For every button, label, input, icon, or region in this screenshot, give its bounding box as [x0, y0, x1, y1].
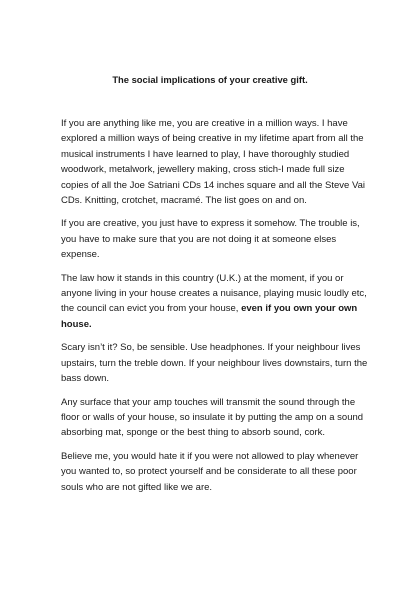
- paragraph-creative-ways: If you are anything like me, you are creative in a million ways. I have explored a million ways of being creative in my lifetime apart from all the musical instruments I have learned to play, I have thoroughly studied woodwork, metalwork, jewellery making, cross stich-I made full size copies of all the Joe Satriani CDs 14 inches square and all the Steve Vai CDs. Knitting, crotchet, macramé. The list goes on and on.: [61, 118, 365, 207]
- paragraph-law-eviction-bold: even if you own your own house.: [61, 303, 358, 330]
- document-title: The social implications of your creative gift.: [112, 74, 308, 85]
- paragraph-law-eviction: [61, 271, 371, 333]
- paragraph-use-headphones: Scary isn’t it? So, be sensible. Use headphones. If your neighbour lives upstairs, turn the treble down. If your neighbour lives downstairs, turn the bass down.: [61, 342, 368, 385]
- document-body: [61, 116, 371, 503]
- paragraph-express-creativity: If you are creative, you just have to express it somehow. The trouble is, you have to make sure that you are not doing it at someone elses expense.: [61, 218, 360, 261]
- paragraph-law-eviction-text: The law how it stands in this country (U.K.) at the moment, if you or anyone living in your house creates a nuisance, playing music loudly etc, the council can evict you from your house,: [61, 272, 367, 315]
- paragraph-be-considerate: Believe me, you would hate it if you were not allowed to play whenever you wanted to, so protect yourself and be considerate to all these poor souls who are not gifted like we are.: [61, 450, 359, 493]
- paragraph-insulate-amp: Any surface that your amp touches will transmit the sound through the floor or walls of your house, so insulate it by putting the amp on a sound absorbing mat, sponge or the best thing to absorb sound, cork.: [61, 396, 364, 439]
